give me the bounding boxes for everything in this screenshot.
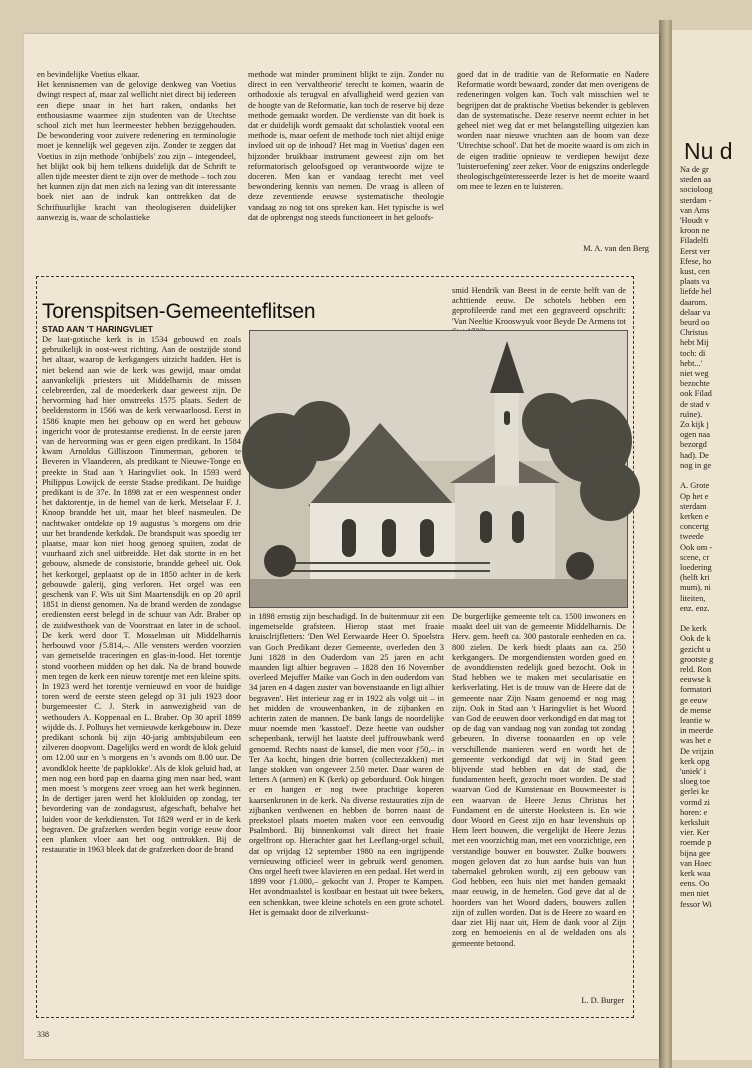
top-column-1: en bevindelijke Voetius elkaar. Het kennisnemen van de gelovige denkweg van Voetius dwingt respect af, maar zal wellicht niet direct bij iedereen een diepe snaar in het hart raken, ondanks het enthousiasme waarmee zijn studenten van de Utechtse school zich met hun leermeester hebben beziggehouden. De bewondering voor zuivere redenering en terminologie moet je kennelijk wel gegeven zijn. Zonder te zeggen dat Voetius in zijn methode 'onbijbels' zou zijn – integendeel, het blijkt ook bij hem telkens duidelijk dat de Schrift te allen tijde meester dient te zijn over de methode – toch zou het kunnen zijn dat men zich na lezing van dit interessante boek niet aan de indruk kan onttrekken dat de Schriftuurlijke kracht van theologiseren duidelijker aanwezig is, waar de scholastieke <box>37 70 236 222</box>
page-gutter <box>659 20 672 1068</box>
article-column-1: De laat-gotische kerk is in 1534 gebouwd en zoals gebruikelijk in oost-west richting. Aan de oostzijde stond het altaar, waarop de kerkgangers uitzicht hadden. Het is niet bekend aan wie de kerk was gewijd, maar omdat aanvankelijk priesters uit Middelharnis de missen celebreerden, zal de moederkerk daar geweest zijn. De hervorming had hier omstreeks 1575 plaats. Sedert de beeldenstorm in 1566 was de kerk verwaarloosd. Eerst in 1586 knapte men het gebouw op en werd het gebouw ingericht voor de protestantse eredienst. In de eerste jaren van de hervorming was er geen eigen predikant. In 1584 kwam Arnoldus Gilliszoon Timmerman, geboren te Beveren in Vlaanderen, als predikant te Nieuwe-Tonge en preekte in Stad aan 't Haringvliet ook. In 1593 werd Philippus Lowijck de eerste Stadse predikant. De huidige predikant is de 37e. In 1898 zat er een wespennest onder het daktorentje, in de hemel van de kerk. Metselaar F. J. Knoop brandde het uit, maar het bleef nasmeulen. De nachtwaker ontdekte op 19 augustus 's morgens om drie uur het brandende kerkdak. De brandspuit was spoedig ter plaatse, maar kon niet hoog genoeg spuiten, zodat de vuurhaard zich snel uitbreidde. Het dak stortte in en het gebouw, alsmede de consistorie, brandde geheel uit. Ook het kerkorgel, geplaatst op de in 1850 achter in de kerk gebouwde galerij, ging verloren. Het orgel was een geschenk van F. Wis uit Sint Maartensdijk en op 20 april 1851 in dienst genomen. Na de brand werden de zondagse erediensten eerst belegd in de schuur van Adr. Braber op de zuidwesthoek van de Voorstraat en later in de school. De kerk werd door T. Mosselman uit Middelharnis herbouwd voor ƒ5.814,–. Alle vensters werden voorzien van gemetselde traceringen en glas-in-lood. Het torentje stond voorheen midden op het dak. Na de brand bouwde men tegen de kerk een nieuw torentje met een kleine spits. In 1923 werd het torentje vernieuwd en voor de huidige toren werd de eerste steen gelegd op 31 juli 1923 door burgemeester C. J. Sterk in aanwezigheid van de wethouders A. Koppenaal en L. Braber. Op 30 april 1899 wijdde ds. J. Polhuys het vernieuwde kerkgebouw in. Deze predikant schonk bij zijn 40-jarig ambtsjubileum een zilveren doopvont. Dagelijks werd en wordt de klok geluid om 12.00 uur en 's morgens en 's avonds om 8.00 uur. De avondklok heette 'de papklokke'. Als de klok geluid had, at men nog een bord pap en daarna ging men naar bed, want men moest 's morgens zeer vroeg aan het werk beginnen. In de dertiger jaren werd het klokluiden op zondag, ter bevordering van de zondagsrust, afgeschaft, behalve het luiden voor de kerkdiensten. Tot 1829 werd er in de kerk begraven. De grafzerken werden begin vorige eeuw door een planken vloer aan het oog onttrokken. Bij de restauratie in 1963 bleek dat de grafzerken door de brand <box>42 335 241 855</box>
article-signature: L. D. Burger <box>581 996 624 1005</box>
article-subhead: STAD AAN 'T HARINGVLIET <box>42 324 153 334</box>
right-page <box>672 30 752 1060</box>
article-column-2: in 1898 ernstig zijn beschadigd. In de buitenmuur zit een ingemetselde grafsteen. Hierop staat met fraaie kruisclrijfletters: 'Den Wel Eerwaarde Heer O. Spoelstra van Goch Predikant dezer Gemeente, overleden den 3 Juni 1828 in den Ouderdom van 25 jaren en acht maanden ligt alhier begraven – 1828 den 16 November overleed Mejuffer Maike van Goch in den ouderdom van 34 jaren en 4 dagen zuster van bovenstaande en ligt alhier begraven'. Het interieur zag er in 1922 als volgt uit – in het midden de vrouwenbanken, in de zijbanken en achterin zaten de mannen. De bank langs de noordelijke muur noemde men 'kasstoel'. Deze heette van oudsher schepenbank, terwijl het laatste deel juffrouwbank werd genoemd. Rechts naast de kansel, die men voor ƒ50,– in Ter Aa kocht, hingen drie borren (collectezakken) met lange stokken van ongeveer 2.50 meter. Daar waren de letters A (armen) en K (kerk) op geborduurd. Ook hingen er en hangen er nog twee prachtige koperen kaarsenkronen in de kerk. Na diverse restauraties zijn de zijbanken verdwenen en hebben de borren naast de preekstoel plaats moeten maken voor een eenvoudig Psalmbord. Bij binnenkomst valt direct het fraaie orgelfront op. Hierachter gaat het Leeflang-orgel schuil, dat op vrijdag 12 september 1980 na een ingrijpende vernieuwing officieel weer in gebruik werd genomen. Ons orgel heeft twee klavieren en een pedaal. Het werd in 1899 voor ƒ1.000,– gekocht van J. Proper te Kampen. Het avondmaalstel is kostbaar en bestaat uit twee bekers, een schenkkan, twee kleine schotels en een grote schotel. Het is gemaakt door de zilverkunst- <box>249 612 444 917</box>
right-page-text: Na de gr steden aa socioloog sterdam - van Ams 'Houdt v kroon ne Filadelfi Eerst ver Efese, ho kust, cen plaats va liefde hel daarom. delaar va beurd oo Christus hebt Mij toch: di hebt...' niet weg bezochte ook Filad de stad v ruïne). Zo kijk j ogen naa bezorgd had). De nog in ge A. Grote Op het e sterdam kerken e concertg tweede Ook om - scene, cr loedering (helft kri mum), ni liteiten, enz. enz. De kerk Ook de k gezicht u grootste g reld. Ron eeuwse k formatori ge eeuw de mense leantie w in meerde was het e De vrijzin kerk opg 'uniek' i sloeg toe gerlei ke vormd zi horen: e kerksluit vier. Ker roemde p bijna gee van Hoec kerk waa eens. Oo men niet fessor Wi <box>680 165 714 909</box>
right-page-title: Nu d <box>684 138 733 164</box>
article-headline: Torenspitsen-Gemeenteflitsen <box>42 300 316 323</box>
article-column-3: De burgerlijke gemeente telt ca. 1500 inwoners en maakt deel uit van de gemeente Middelharnis. De Herv. gem. heeft ca. 300 pastorale eenheden en ca. 800 zielen. De kerk biedt plaats aan ca. 250 kerkgangers. De morgendiensten worden goed en de avonddiensten redelijk goed bezocht. Ook in Stad hebben we te maken met secularisatie en kerkverlating. Het is de trouw van de Heere dat de gemeente naar Zijn Naam genoemd er nog mag zijn. Ook in Stad aan 't Haringvliet is het Woord van God de eeuwen door verkondigd en dat mag tot op de dag van vandaag nog van zondag tot zondag gebeuren. In diverse toonaarden en op vele verschillende manieren werd en wordt het de gemeente verkondigd dat wij in Stad geen blijvende stad hebben en dat de stad, die fundamenten heeft, gezocht moet worden. De stad waarvan God de Kunstenaar en Bouwmeester is een waarvan de Heere Jezus Christus het Fundament en de uiterste Hoeksteen is. En wie door Woord en Geest zijn en haar levenshuis op Hem leert bouwen, die vergelijkt de Heere Jezus met een voorzichtig man, met een voorzichtige, een verstandige bouwer en bouwster. Zulke bouwers mogen geloven dat zo hun aardse huis van hun tabernakel gebroken wordt, zij een gebouw van God hebben, een huis niet met handen gemaakt maar eeuwig, in de hemelen. God geve dat al de hoorders van het Woord daders, bouwers zullen zijn of zullen worden. Dat is de Heere zo waard en daar ziet Hij naar uit, Hem de dank voor al Zijn zorg en bemoeienis en al de weldaden ons als gemeente betoond. <box>452 612 626 948</box>
top-column-2: methode wat minder prominent blijkt te zijn. Zonder nu direct in een 'vervaltheorie' terecht te komen, waarin de orthodoxie als terugval en afvalligheid werd gezien van de hoogte van de Reformatie, kan toch de reserve bij deze methode gemaakt worden. De verdienste van dit boek is dat er duidelijk wordt gemaakt dat scholastiek vooral een methode is, maar oefent de methode toch niet altijd enige invloed uit op de inhoud? Het mag in Voetius' dagen een bijzonder bruikbaar instrument geweest zijn om het reformatorisch geloofsgoed op verantwoorde wijze te doceren. Men kan er vandaag terecht met veel bewondering kennis van nemen. De vraag is alleen of deze zeventiende eeuwse systematische theologie vandaag zo nog tot ons spreken kan. Het typische is wel dat de opbrengst nog steeds functioneert in het geloofs- <box>248 70 444 222</box>
church-photo-icon <box>250 331 627 607</box>
top-column-3: goed dat in de traditie van de Reformatie en Nadere Reformatie wordt bewaard, zonder dat men overigens de redeneringen volgen kan. Toch valt misschien wel te begrijpen dat de praktische Voetius bekender is gebleven dan de systematische. Deze reserve neemt echter in het geheel niet weg dat er met belangstelling uitgezien kan worden naar nieuwe vruchten aan de boom van deze 'Utrechtse school'. Dat het de moeite waard is om zich in de eigen traditie opnieuw te verdiepen bewijst deze 'luisteroefening' zeer zeker. Voor de enigszins onderlegde theologischgeïnteresseerde lezer is het de moeite waard om mee te lezen en te luisteren. <box>457 70 649 192</box>
page-number: 338 <box>37 1030 49 1039</box>
church-photo <box>249 330 628 608</box>
top-signature: M. A. van den Berg <box>583 244 649 253</box>
article-intro: smid Hendrik van Beest in de eerste helft van de achttiende eeuw. De schotels hebben een geprofileerde rand met een gegraveerd opschrift: 'Van Neeltie Krooswyuk voor Beyde De Armens tot <box>452 286 626 326</box>
